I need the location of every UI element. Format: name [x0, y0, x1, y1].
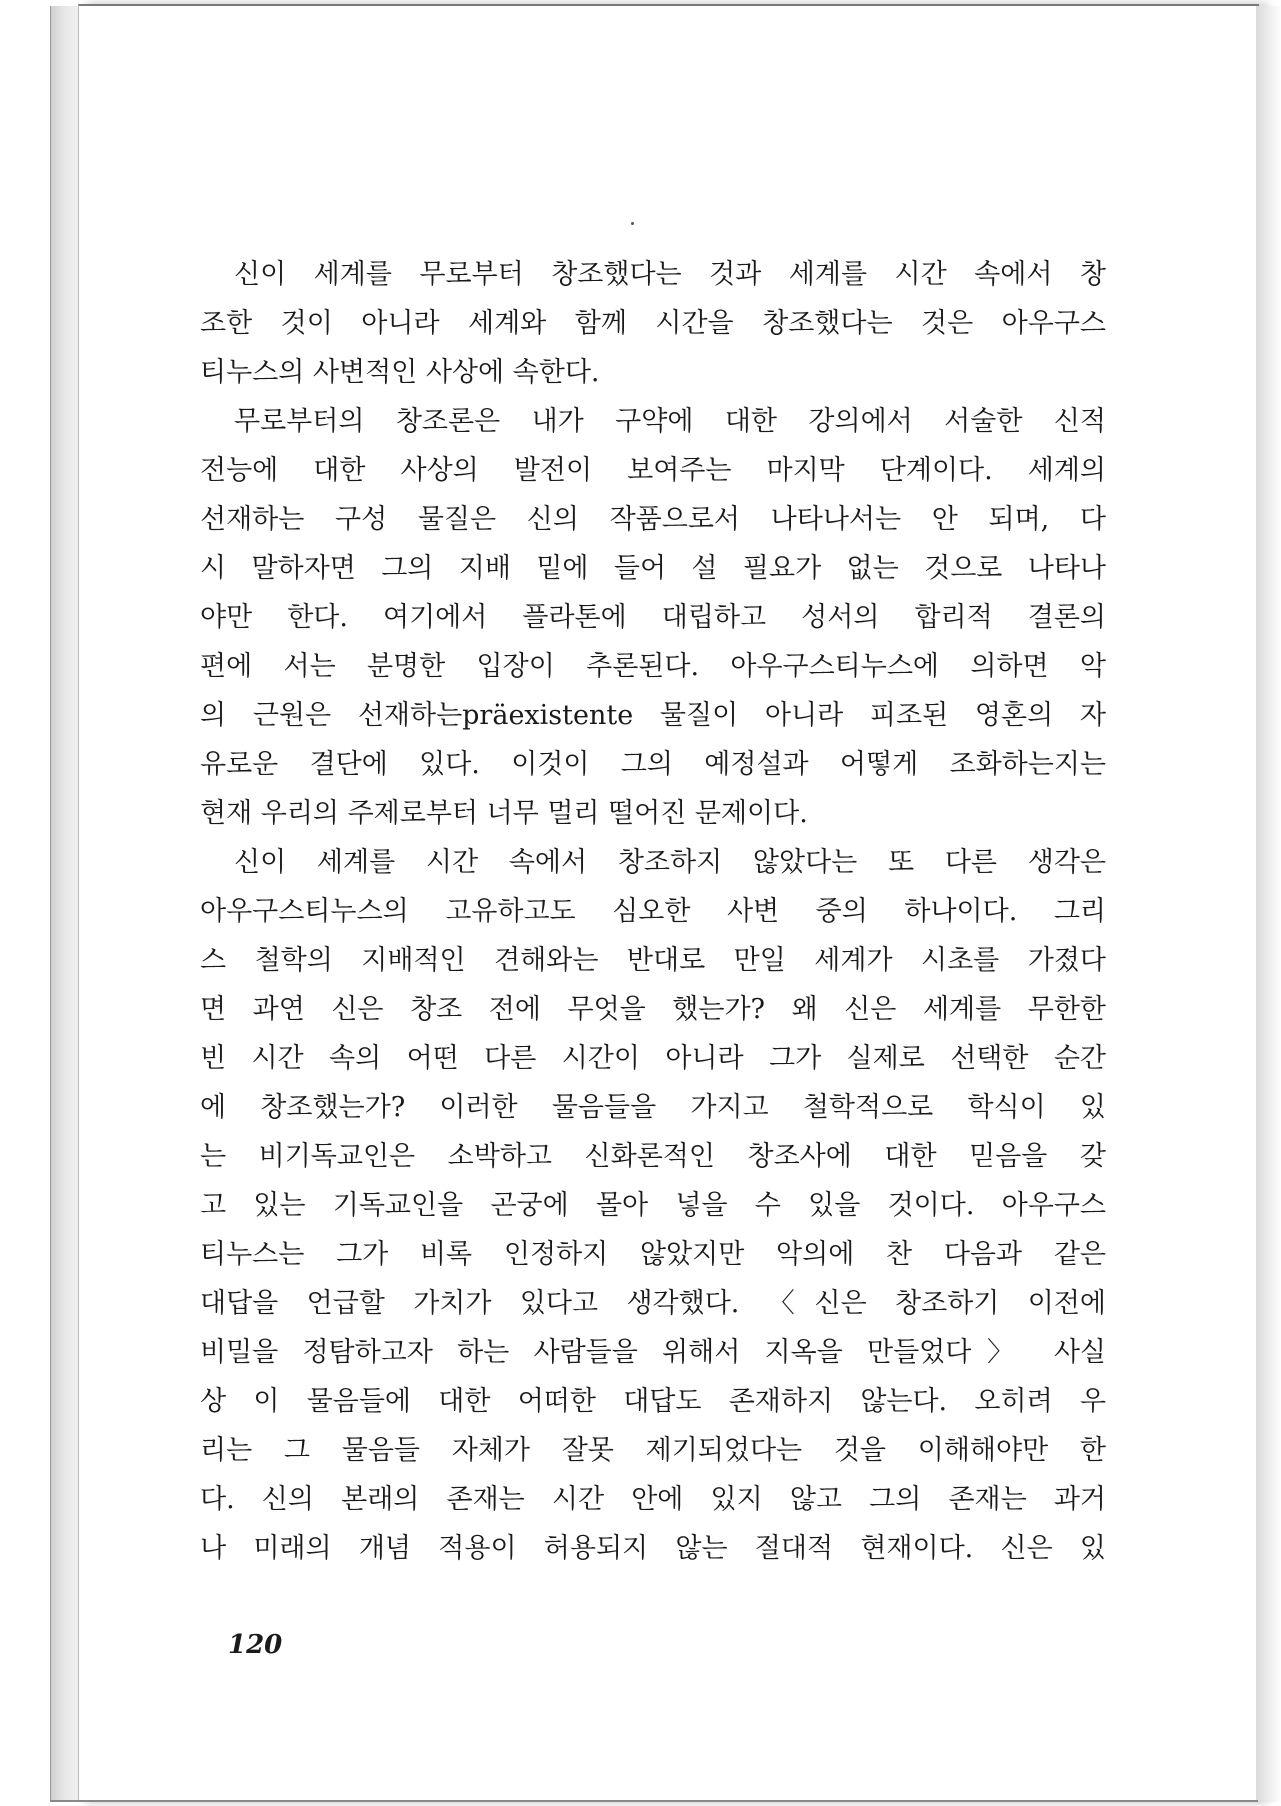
text-line: 면 과연 신은 창조 전에 무엇을 했는가? 왜 신은 세계를 무한한	[200, 994, 1106, 1025]
book-edge	[50, 6, 81, 1802]
text-line: 다. 신의 본래의 존재는 시간 안에 있지 않고 그의 존재는 과거	[200, 1484, 1106, 1515]
text-line: 비밀을 정탐하고자 하는 사람들을 위해서 지옥을 만들었다〉 사실	[200, 1337, 1106, 1368]
text-line: 전능에 대한 사상의 발전이 보여주는 마지막 단계이다. 세계의	[200, 455, 1106, 486]
text-line: 편에 서는 분명한 입장이 추론된다. 아우구스티누스에 의하면 악	[200, 651, 1106, 682]
text-line: 현재 우리의 주제로부터 너무 멀리 떨어진 문제이다.	[200, 798, 808, 829]
text-line: 대답을 언급할 가치가 있다고 생각했다. 〈신은 창조하기 이전에	[200, 1288, 1106, 1319]
text-line: 무로부터의 창조론은 내가 구약에 대한 강의에서 서술한 신적	[234, 406, 1106, 437]
body-text	[200, 250, 1106, 1573]
text-line: 스 철학의 지배적인 견해와는 반대로 만일 세계가 시초를 가졌다	[200, 945, 1106, 976]
text-line: 티누스는 그가 비록 인정하지 않았지만 악의에 찬 다음과 같은	[200, 1239, 1106, 1270]
text-line: 의 근원은 선재하는präexistente 물질이 아니라 피조된 영혼의 자	[200, 700, 1106, 731]
text-line: 유로운 결단에 있다. 이것이 그의 예정설과 어떻게 조화하는지는	[200, 749, 1106, 780]
text-line: 리는 그 물음들 자체가 잘못 제기되었다는 것을 이해해야만 한	[200, 1435, 1106, 1466]
text-line: 나 미래의 개념 적용이 허용되지 않는 절대적 현재이다. 신은 있	[200, 1533, 1106, 1564]
text-line: 신이 세계를 무로부터 창조했다는 것과 세계를 시간 속에서 창	[234, 259, 1106, 290]
text-line: 상 이 물음들에 대한 어떠한 대답도 존재하지 않는다. 오히려 우	[200, 1386, 1106, 1417]
text-line: 에 창조했는가? 이러한 물음들을 가지고 철학적으로 학식이 있	[200, 1092, 1106, 1123]
text-line: 아우구스티누스의 고유하고도 심오한 사변 중의 하나이다. 그리	[200, 896, 1106, 927]
page-bottom-edge	[50, 1800, 1258, 1802]
print-speck	[631, 222, 634, 225]
page-shadow	[1256, 6, 1281, 1802]
text-line: 고 있는 기독교인을 곤궁에 몰아 넣을 수 있을 것이다. 아우구스	[200, 1190, 1106, 1221]
text-line: 시 말하자면 그의 지배 밑에 들어 설 필요가 없는 것으로 나타나	[200, 553, 1106, 584]
page-number: 120	[228, 1630, 283, 1660]
text-line: 조한 것이 아니라 세계와 함께 시간을 창조했다는 것은 아우구스	[200, 308, 1106, 339]
text-line: 는 비기독교인은 소박하고 신화론적인 창조사에 대한 믿음을 갖	[200, 1141, 1106, 1172]
text-line: 빈 시간 속의 어떤 다른 시간이 아니라 그가 실제로 선택한 순간	[200, 1043, 1106, 1074]
text-line: 야만 한다. 여기에서 플라톤에 대립하고 성서의 합리적 결론의	[200, 602, 1106, 633]
text-line: 신이 세계를 시간 속에서 창조하지 않았다는 또 다른 생각은	[234, 847, 1106, 878]
text-line: 선재하는 구성 물질은 신의 작품으로서 나타나서는 안 되며, 다	[200, 504, 1106, 535]
text-line: 티누스의 사변적인 사상에 속한다.	[200, 357, 600, 388]
